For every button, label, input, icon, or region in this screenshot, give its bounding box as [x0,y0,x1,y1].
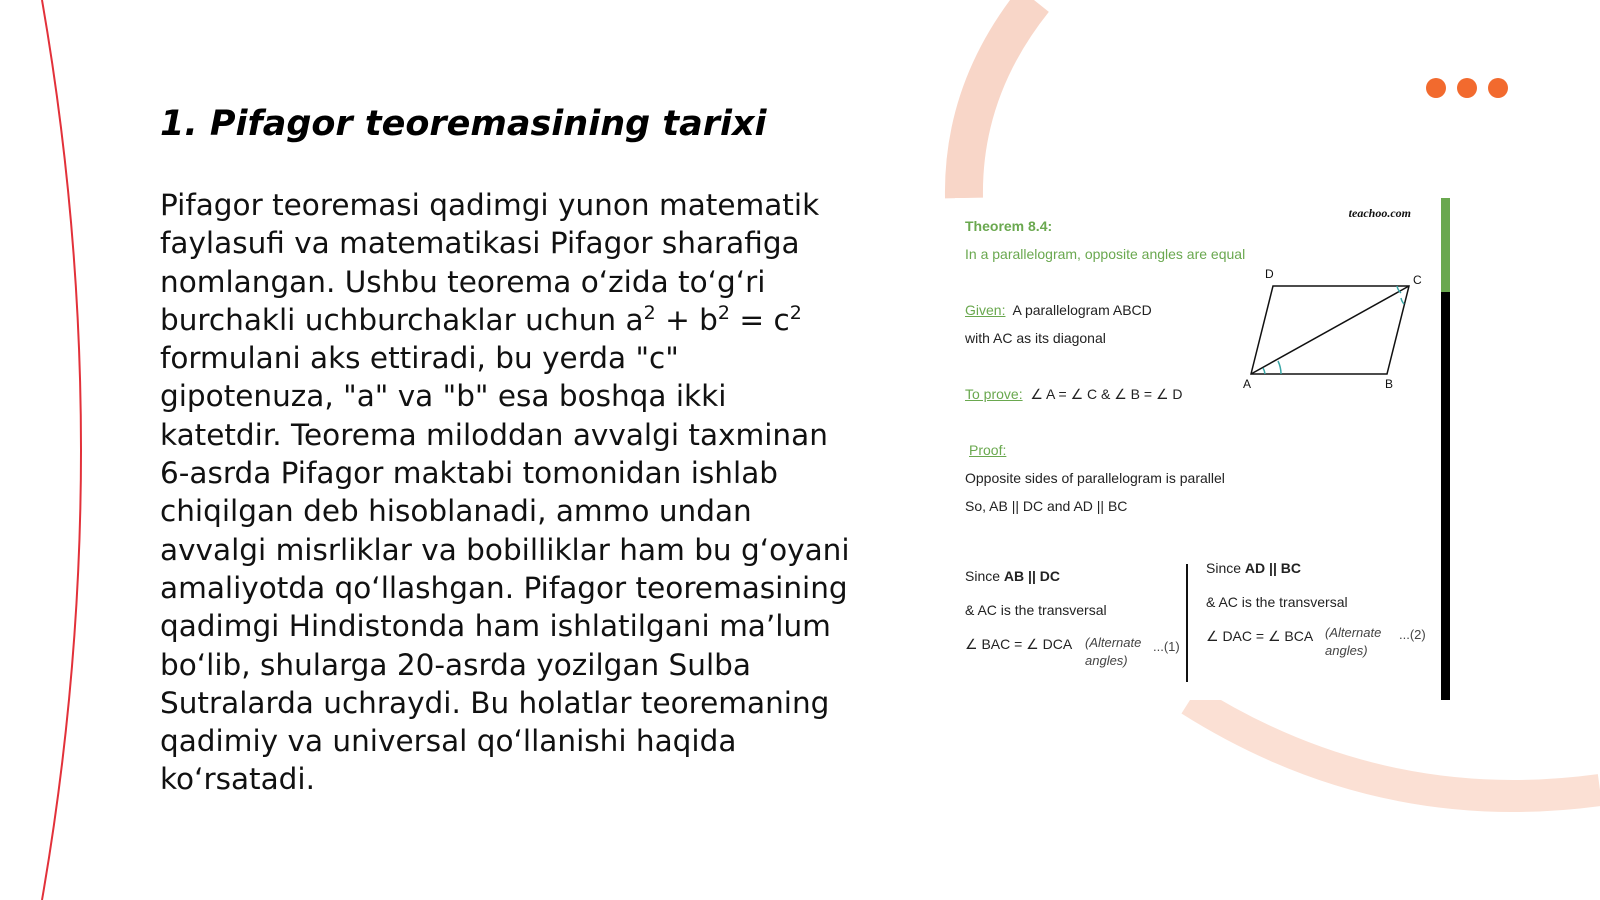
vertex-c: C [1413,273,1422,287]
angle-arc-a [1263,368,1265,374]
right-ref: ...(2) [1399,627,1426,642]
vertex-b: B [1385,377,1394,391]
sup-a: 2 [643,302,656,325]
prove-text: ∠ A = ∠ C & ∠ B = ∠ D [1030,386,1183,402]
left-equation: ∠ BAC = ∠ DCA [965,636,1073,652]
left-transversal: & AC is the transversal [965,602,1107,618]
proof-line-2: So, AB || DC and AD || BC [965,498,1128,514]
left-red-arc [42,0,81,900]
left-alternate-note [1085,634,1141,670]
body-text-2: + b [655,302,718,337]
vertex-a: A [1243,377,1252,391]
right-since-bold: AD || BC [1244,560,1301,576]
column-divider [1186,564,1188,682]
right-alternate-note [1325,624,1381,660]
theorem-statement: In a parallelogram, opposite angles are equal [965,246,1246,262]
given-text: A parallelogram ABCD [1012,302,1152,318]
teachoo-logo: teachoo.com [1348,206,1411,220]
left-ref: ...(1) [1153,639,1180,654]
right-since [1206,560,1301,576]
top-peach-arc [964,0,1034,198]
right-alt-2: angles) [1325,643,1368,658]
prove-line [965,386,1183,403]
slide-title: 1. Pifagor teoremasining tarixi [160,104,767,144]
theorem-title: Theorem 8.4: [965,218,1053,234]
left-alt-2: angles) [1085,653,1128,668]
sup-b: 2 [717,302,730,325]
left-since-prefix: Since [965,568,1004,584]
right-since-prefix: Since [1206,560,1245,576]
proof-line-1: Opposite sides of parallelogram is parallel [965,470,1225,486]
green-side-bar [1441,198,1450,292]
parallelogram-figure [1241,262,1425,392]
given-text-2: with AC as its diagonal [965,330,1106,346]
left-since [965,568,1060,584]
body-text-4: formulani aks ettiradi, bu yerda "c" gipotenuza, "a" va "b" esa boshqa ikki katetdir. Teorema miloddan avvalgi taxminan 6-asrda Pifagor maktabi tomonidan ishlab chiqilgan deb hisoblanadi, ammo undan avvalgi misrliklar va bobilliklar ham bu g‘oyani amaliyotda qo‘llashgan. Pifagor teoremasining qadimgi Hindistonda ham ishlatilgani ma’lum bo‘lib, shularga 20-asrda yozilgan Sulba Sutralarda uchraydi. Bu holatlar teoremaning qadimiy va universal qo‘llanishi haqida ko‘rsatadi. [160,341,850,797]
theorem-image [955,198,1451,700]
body-text-3: = c [729,302,790,337]
dot-3 [1488,78,1508,98]
left-since-bold: AB || DC [1003,568,1060,584]
right-alt-1: (Alternate [1325,625,1382,640]
black-side-bar [1441,292,1450,700]
given-label: Given: [965,302,1006,318]
vertex-d: D [1265,267,1274,281]
given-line [965,302,1152,318]
bottom-peach-arc [1190,700,1600,796]
angle-arc-a2 [1278,361,1281,374]
left-alt-1: (Alternate [1085,635,1142,650]
body-paragraph [160,186,850,799]
decoration-dots [1426,78,1508,98]
dot-2 [1457,78,1477,98]
diagonal-ac [1251,286,1409,374]
right-equation: ∠ DAC = ∠ BCA [1206,628,1314,644]
proof-label: Proof: [969,442,1007,458]
sup-c: 2 [789,302,802,325]
angle-arc-c2 [1401,298,1404,304]
right-transversal: & AC is the transversal [1206,594,1348,610]
prove-label: To prove: [965,386,1023,402]
dot-1 [1426,78,1446,98]
body-text-1: Pifagor teoremasi qadimgi yunon matematik faylasufi va matematikasi Pifagor sharafiga nomlangan. Ushbu teorema o‘zida to‘g‘ri burchakli uchburchaklar uchun a [160,188,820,337]
